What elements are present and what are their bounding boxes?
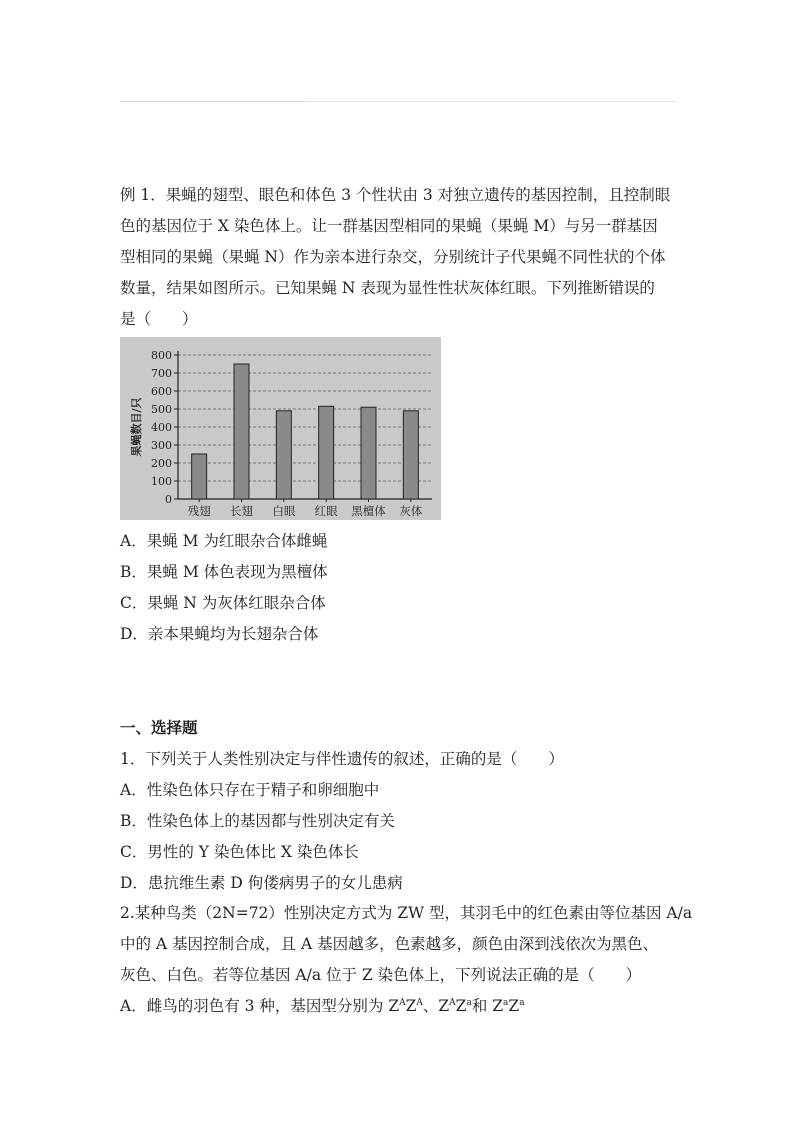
q2-option-a: A．雌鸟的羽色有 3 种，基因型分别为 $Z^AZ^A$、$Z^AZ^a$和 $Z^aZ^a$	[120, 997, 525, 1015]
y-tick-label: 0	[165, 493, 172, 506]
example1-option-b: B．果蝇 M 体色表现为黑檀体	[120, 563, 328, 581]
y-tick-label: 300	[151, 439, 172, 452]
header-rule-right	[306, 101, 676, 102]
genotype-superscript: a	[519, 997, 525, 1008]
bar	[234, 364, 249, 499]
bar-chart	[120, 337, 441, 520]
x-tick-label: 红眼	[314, 504, 338, 518]
example1-option-a: A．果蝇 M 为红眼杂合体雌蝇	[120, 532, 328, 550]
stem-line: 是（ ）	[120, 310, 198, 328]
bar	[403, 411, 418, 499]
x-tick-label: 灰体	[399, 504, 423, 518]
stem-line: 色的基因位于 X 染色体上。让一群基因型相同的果蝇（果蝇 M）与另一群基因	[120, 217, 658, 235]
genotype-superscript: A	[416, 997, 423, 1008]
q1-option-a: A．性染色体只存在于精子和卵细胞中	[120, 781, 380, 799]
x-tick-label: 残翅	[187, 504, 211, 518]
bar	[192, 454, 207, 499]
stem-line: 2.某种鸟类（2N=72）性别决定方式为 ZW 型，其羽毛中的红色素由等位基因 A/a	[120, 904, 693, 922]
example1-stem	[120, 180, 680, 335]
q2-option-a-text: A．雌鸟的羽色有 3 种，基因型分别为 Z	[120, 997, 400, 1015]
stem-line: 型相同的果蝇（果蝇 N）作为亲本进行杂交，分别统计子代果蝇不同性状的个体	[120, 248, 666, 266]
y-tick-label: 800	[151, 349, 172, 362]
separator: 和 Z	[471, 997, 504, 1015]
y-tick-label: 600	[151, 385, 172, 398]
genotype-superscript: A	[399, 997, 406, 1008]
q1-stem: 1．下列关于人类性别决定与伴性遗传的叙述，正确的是（ ）	[120, 750, 564, 768]
q1-option-d: D．患抗维生素 D 佝偻病男子的女儿患病	[120, 874, 403, 892]
y-tick-label: 400	[151, 421, 172, 434]
y-axis-label: 果蝇数目/只	[130, 397, 143, 457]
genotype-superscript: a	[466, 997, 472, 1008]
y-tick-label: 200	[151, 457, 172, 470]
bar	[361, 407, 376, 499]
y-tick-label: 100	[151, 475, 172, 488]
q2-stem	[120, 898, 693, 991]
q1-option-c: C．男性的 Y 染色体比 X 染色体长	[120, 843, 359, 861]
stem-line: 例 1．果蝇的翅型、眼色和体色 3 个性状由 3 对独立遗传的基因控制，且控制眼	[120, 186, 671, 204]
separator: 、Z	[422, 997, 450, 1015]
bar-chart-photo	[120, 337, 441, 520]
genotype-superscript: A	[449, 997, 456, 1008]
y-tick-label: 700	[151, 367, 172, 380]
stem-line: 数量，结果如图所示。已知果蝇 N 表现为显性性状灰体红眼。下列推断错误的	[120, 279, 655, 297]
x-tick-label: 白眼	[272, 504, 296, 518]
genotype-superscript: a	[503, 997, 509, 1008]
bar	[276, 411, 291, 499]
bar	[319, 406, 334, 499]
q1-option-b: B．性染色体上的基因都与性别决定有关	[120, 812, 395, 830]
x-tick-label: 黑檀体	[351, 504, 386, 518]
stem-line: 灰色、白色。若等位基因 A/a 位于 Z 染色体上，下列说法正确的是（ ）	[120, 966, 642, 984]
example1-option-d: D．亲本果蝇均为长翅杂合体	[120, 625, 319, 643]
y-tick-label: 500	[151, 403, 172, 416]
stem-line: 中的 A 基因控制合成，且 A 基因越多，色素越多，颜色由深到浅依次为黑色、	[120, 935, 659, 953]
x-tick-label: 长翅	[230, 504, 253, 518]
example1-option-c: C．果蝇 N 为灰体红眼杂合体	[120, 594, 326, 612]
header-rule-left	[120, 101, 306, 102]
section-title: 一、选择题	[120, 718, 198, 737]
